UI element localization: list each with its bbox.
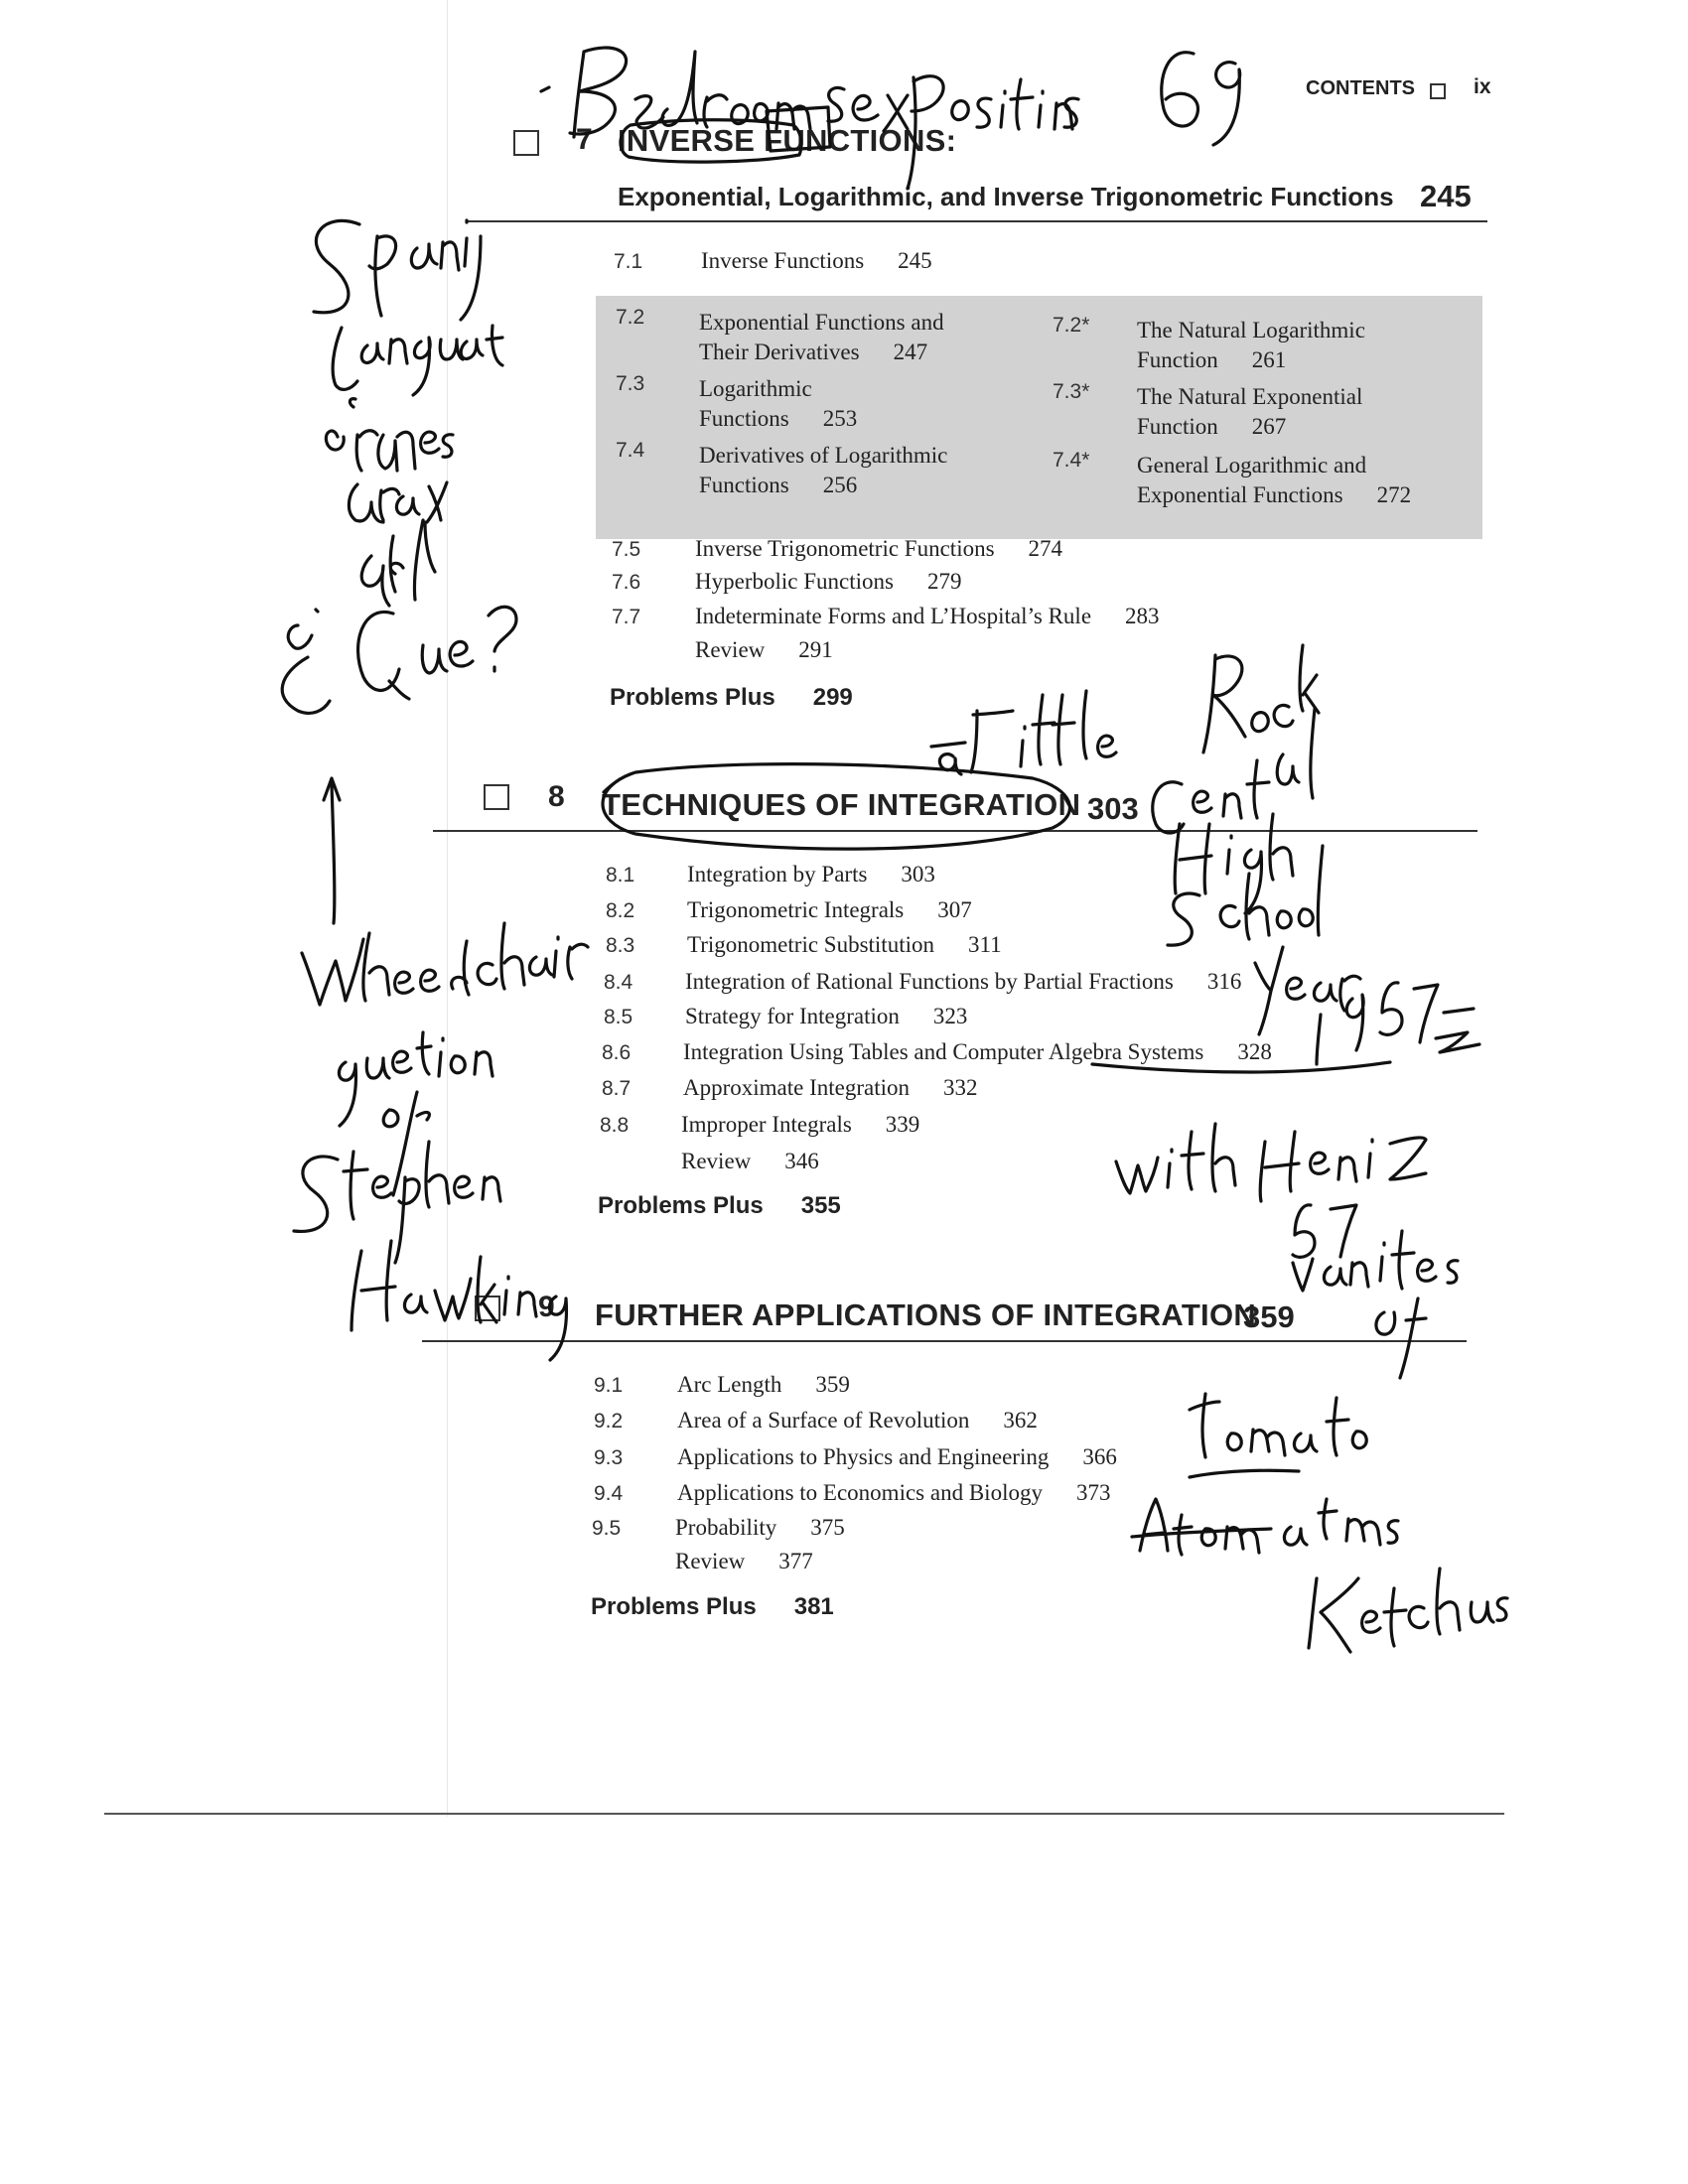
handwriting-right-2-icon — [1092, 947, 1479, 1072]
section-page: 311 — [967, 932, 1002, 957]
section-page: 323 — [932, 1004, 968, 1028]
chapter-9-page: 359 — [1243, 1299, 1295, 1334]
section-page: 245 — [898, 248, 932, 273]
section-page: 373 — [1075, 1480, 1111, 1505]
section-page: 366 — [1082, 1444, 1117, 1469]
chapter-8-page: 303 — [1087, 791, 1139, 826]
section-page: 328 — [1237, 1039, 1272, 1064]
section-number: 9.2 — [594, 1410, 624, 1433]
section-page: 377 — [778, 1549, 813, 1573]
chapter-7-page: 245 — [1420, 179, 1472, 213]
section-page: 267 — [1251, 414, 1287, 439]
section-title: Logarithmic Functions 253 — [699, 376, 858, 431]
problems-plus-9: Problems Plus 381 — [591, 1593, 834, 1620]
section-number: 7.4 — [616, 439, 645, 462]
section-title: Approximate Integration — [683, 1075, 911, 1100]
section-number: 9.1 — [594, 1374, 624, 1397]
section-number: 7.3 — [616, 372, 645, 395]
section-page: 279 — [926, 569, 962, 594]
chapter-8-number: 8 — [548, 780, 565, 813]
chapter-9-title: FURTHER APPLICATIONS OF INTEGRATION — [595, 1297, 1257, 1332]
page-number: ix — [1474, 75, 1491, 98]
chapter-7-title: INVERSE FUNCTIONS: — [618, 123, 957, 158]
section-title: Integration by Parts — [687, 862, 868, 887]
section-title: Hyperbolic Functions — [695, 569, 894, 594]
section-page: 375 — [810, 1515, 845, 1540]
section-page: 307 — [937, 897, 972, 922]
handwriting-arrow-icon — [324, 778, 340, 923]
section-number: 8.4 — [604, 971, 633, 994]
problems-plus-8: Problems Plus 355 — [598, 1192, 841, 1219]
section-page: 346 — [784, 1149, 819, 1173]
section-page: 272 — [1376, 482, 1412, 507]
section-title: Indeterminate Forms and L’Hospital’s Rule — [695, 604, 1092, 628]
section-number: 7.4* — [1053, 449, 1090, 472]
section-page: 359 — [815, 1372, 850, 1397]
section-title: The Natural Logarithmic Function 261 — [1137, 318, 1365, 372]
section-number: 9.4 — [594, 1482, 624, 1505]
handwriting-left-3-icon — [294, 923, 588, 1360]
section-number: 7.6 — [612, 571, 641, 594]
section-title: Integration of Rational Functions by Partial Fractions — [685, 969, 1174, 994]
handwriting-right-3-icon — [1116, 1124, 1458, 1378]
section-title: Trigonometric Substitution — [687, 932, 934, 957]
section-page: 362 — [1003, 1408, 1038, 1433]
section-title: Trigonometric Integrals — [687, 897, 905, 922]
section-page: 283 — [1125, 604, 1160, 628]
section-title: Exponential Functions and Their Derivatives 247 — [699, 310, 944, 364]
section-page: 253 — [822, 406, 858, 431]
section-number: 7.5 — [612, 538, 641, 561]
section-title: General Logarithmic and Exponential Functions 272 — [1137, 453, 1412, 507]
section-page: 332 — [943, 1075, 978, 1100]
section-number: 8.6 — [602, 1041, 632, 1064]
handwriting-right-1-icon — [931, 645, 1323, 945]
section-title: Review — [675, 1549, 746, 1573]
section-page: 256 — [822, 473, 858, 497]
section-number: 7.3* — [1053, 380, 1090, 403]
section-title: Review — [681, 1149, 752, 1173]
chapter-7-number: 7 — [576, 123, 593, 156]
section-number: 9.3 — [594, 1446, 624, 1469]
chapter-7-subtitle: Exponential, Logarithmic, and Inverse Trigonometric Functions — [618, 182, 1394, 211]
handwriting-left-2-icon — [282, 607, 516, 713]
section-title: Arc Length — [677, 1372, 782, 1397]
section-title: Applications to Physics and Engineering — [677, 1444, 1050, 1469]
section-page: 247 — [893, 340, 928, 364]
section-page: 339 — [885, 1112, 920, 1137]
section-title: Derivatives of Logarithmic Functions 256 — [699, 443, 948, 497]
problems-plus-7: Problems Plus 299 — [610, 684, 853, 711]
section-page: 274 — [1028, 536, 1063, 561]
section-page: 291 — [798, 637, 833, 662]
handwriting-circle-techniques — [603, 764, 1069, 849]
chapter-9-number: 9 — [538, 1291, 555, 1323]
section-number: 8.3 — [606, 934, 635, 957]
section-number: 8.5 — [604, 1006, 633, 1028]
section-title: Applications to Economics and Biology — [677, 1480, 1043, 1505]
handwriting-right-5-icon — [1132, 1499, 1398, 1555]
section-title: Strategy for Integration — [685, 1004, 900, 1028]
section-number: 8.8 — [600, 1114, 630, 1137]
running-head-label: CONTENTS — [1306, 77, 1415, 99]
section-number: 8.1 — [606, 864, 635, 887]
section-title: Inverse Functions — [701, 248, 865, 273]
section-title: Inverse Trigonometric Functions — [695, 536, 995, 561]
section-number: 7.2* — [1053, 314, 1090, 337]
section-page: 261 — [1251, 347, 1287, 372]
section-page: 303 — [901, 862, 935, 887]
section-title: Area of a Surface of Revolution — [677, 1408, 970, 1433]
section-number: 7.1 — [614, 250, 643, 273]
section-title: Probability — [675, 1515, 777, 1540]
section-number: 9.5 — [592, 1517, 622, 1540]
section-title: Integration Using Tables and Computer Algebra Systems — [683, 1039, 1204, 1064]
handwriting-top-icon — [541, 48, 1240, 189]
handwriting-right-6-icon — [1309, 1569, 1507, 1652]
section-title: The Natural Exponential Function 267 — [1137, 384, 1363, 439]
handwriting-left-1-icon — [314, 220, 502, 606]
section-page: 316 — [1206, 969, 1242, 994]
section-title: Review — [695, 637, 766, 662]
handwriting-right-4-icon — [1190, 1394, 1366, 1477]
chapter-8-title: TECHNIQUES OF INTEGRATION — [602, 787, 1081, 822]
section-number: 8.2 — [606, 899, 635, 922]
section-number: 7.7 — [612, 606, 641, 628]
section-number: 8.7 — [602, 1077, 632, 1100]
section-number: 7.2 — [616, 306, 645, 329]
section-title: Improper Integrals — [681, 1112, 852, 1137]
